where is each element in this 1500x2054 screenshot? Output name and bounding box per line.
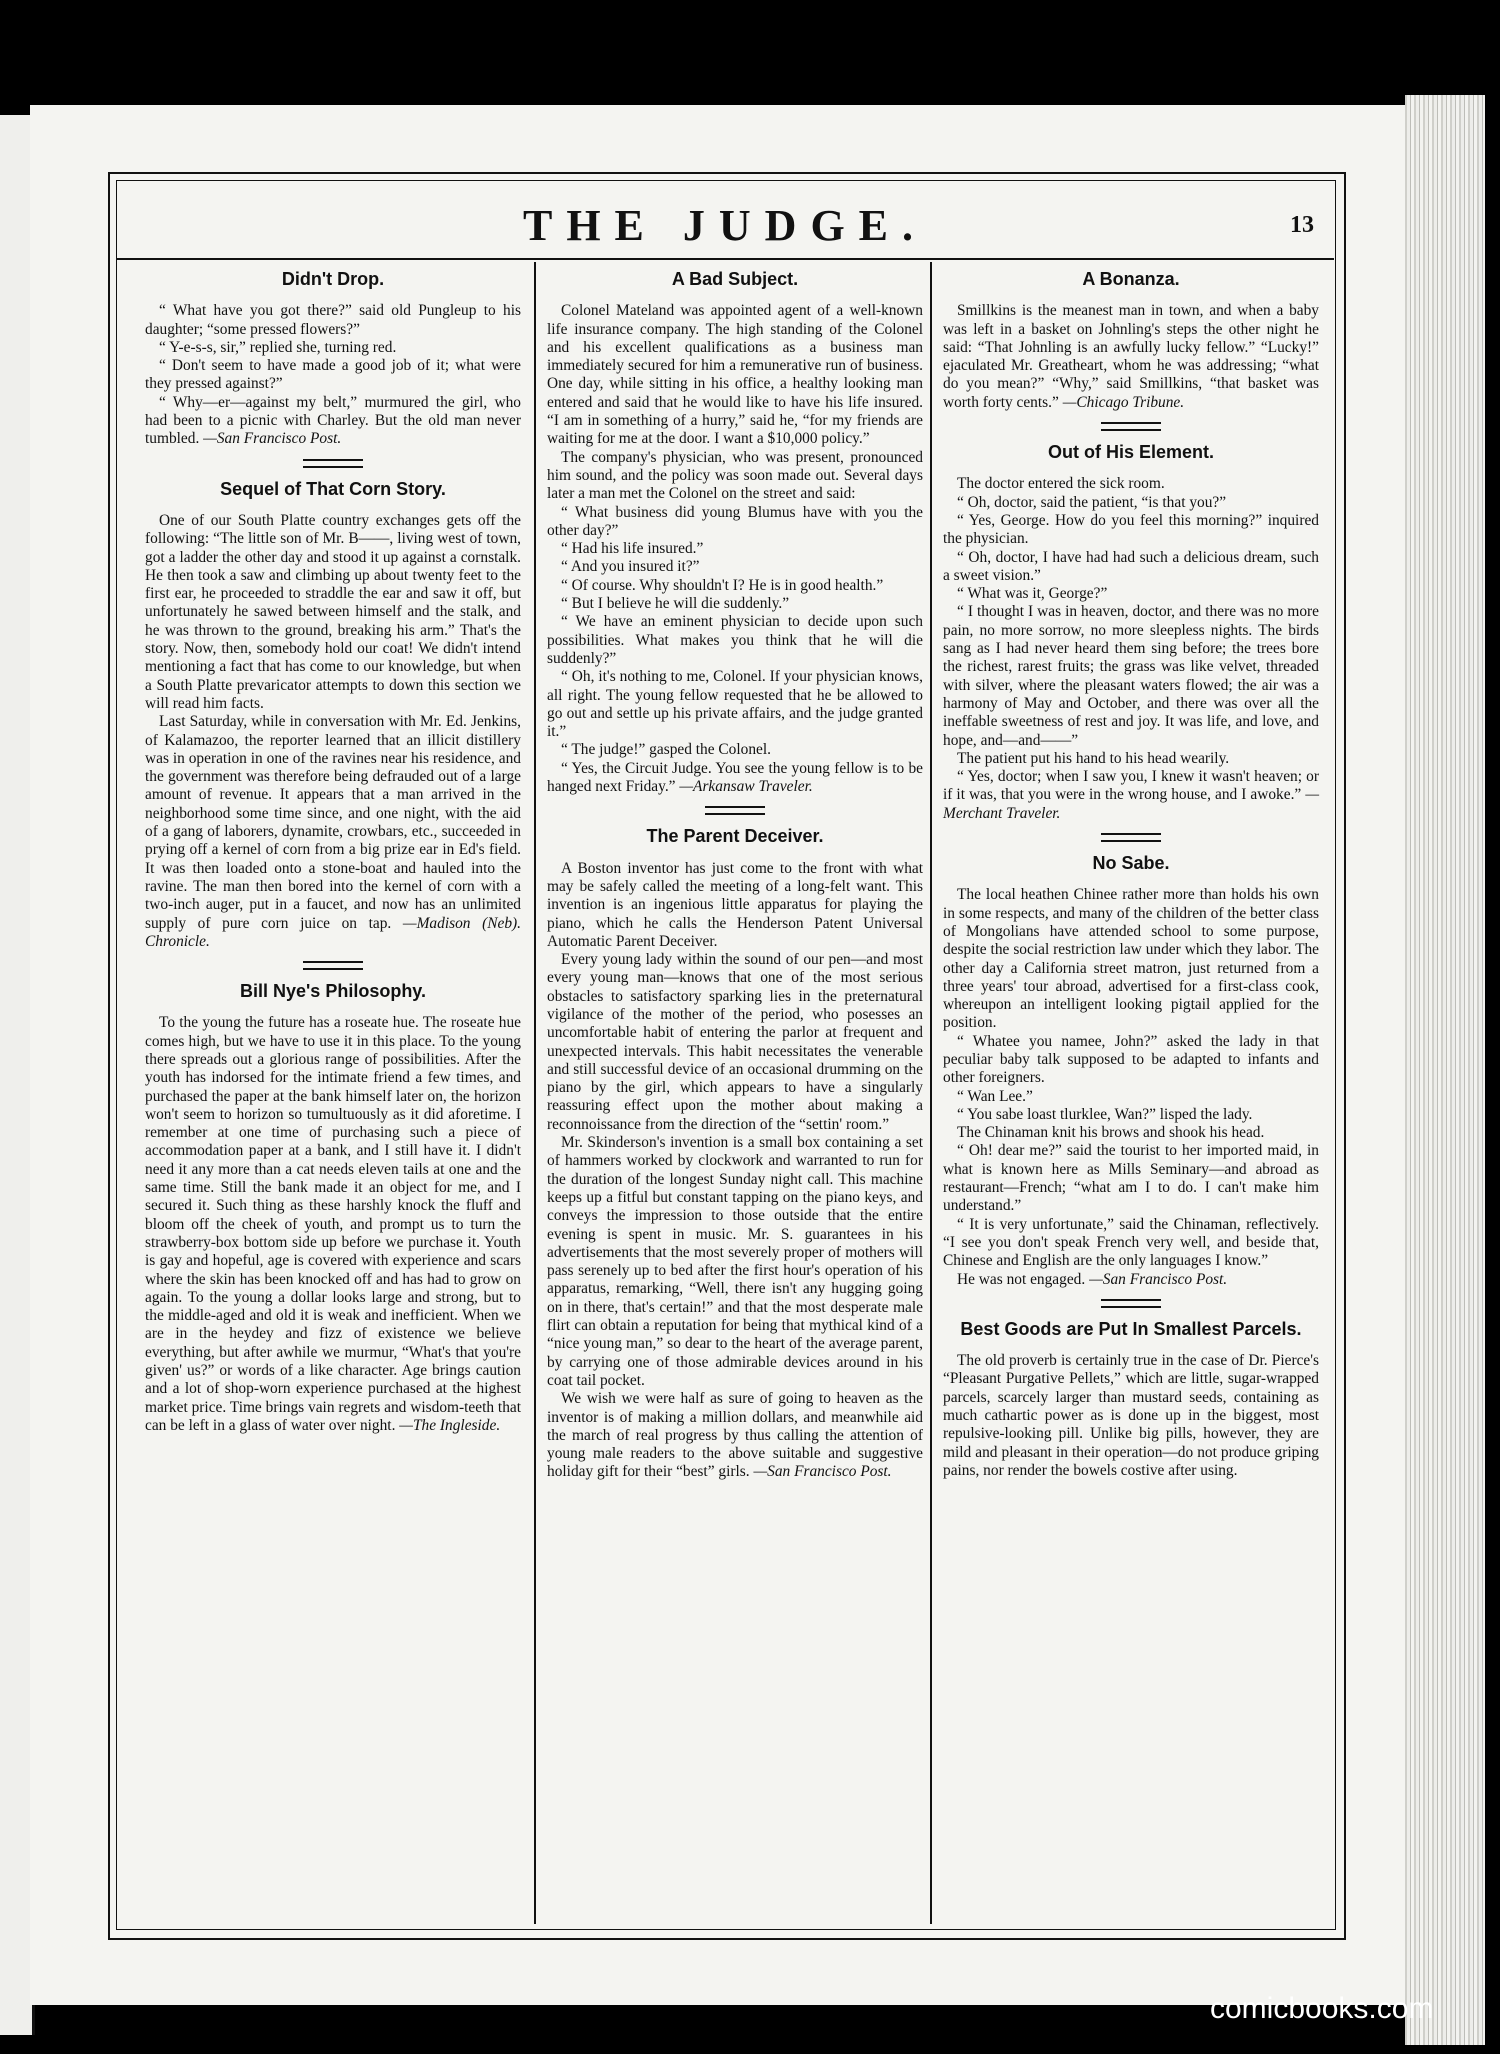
article-paragraph: “ But I believe he will die suddenly.”: [561, 595, 790, 613]
article-title: Out of His Element.: [1047, 442, 1215, 463]
article-paragraph: The local heathen Chinee rather more than holds his own in some respects, and many of the children of the better class of Mongolians have attended school to some purpose, despite the social restriction law under which they labor. The other day a California street matron, just returned from a three years' tour abroad, advertised for a first-class cook, whereupon an intelligent looking pigtail applied for the position.: [943, 886, 1319, 1032]
page-number: 13: [1290, 212, 1314, 238]
article-paragraph: He was not engaged. —San Francisco Post.: [957, 1270, 1228, 1288]
article-paragraph: “ What was it, George?”: [957, 585, 1108, 603]
article-separator: [303, 961, 363, 970]
article-source: —The Ingleside.: [399, 1416, 501, 1434]
article-source: —San Francisco Post.: [203, 430, 342, 448]
article-paragraph: “ Oh! dear me?” said the tourist to her imported maid, in what is known here as Mills Seminary—and abroad as restaurant—French; “what am I to do. I can't make him understand.”: [943, 1142, 1319, 1215]
article-separator: [1101, 833, 1161, 842]
book-binding: [1405, 95, 1485, 2045]
article-source: —Madison (Neb). Chronicle.: [145, 914, 521, 950]
article-separator: [303, 459, 363, 468]
article-separator: [1101, 1299, 1161, 1308]
article-paragraph: To the young the future has a roseate hue. The roseate hue comes high, but we have to use it in this place. To the young there spreads out a glorious range of possibilities. After the youth has indorsed for the intimate friend a few times, and purchased the paper at the bank himself later on, the horizon won't seem to horizon so tumultuously as it did aforetime. I remember at one time of purchasing such a piece of accommodation paper at a bank, and I still have it. I didn't need it any more than a cat needs eleven tails at one and the same time. Still the bank made it an object for me, and I secured it. Such thing as these harshly knock the fluff and bloom off the cheek of youth, and prompt us to turn the strawberry-box bottom side up before we purchase it. Youth is gay and hopeful, age is covered with experience and scars where the skin has been knocked off and has had to grow on again. To the young a dollar looks large and strong, but to the middle-aged and old it is weak and inefficient. When we are in the heydey and fizz of existence we believe everything, but after awhile we murmur, “What's that you're given' us?” or words of a like character. Age brings caution and a lot of shop-worn experience purchased at the highest market price. Time brings vain regrets and wisdom-teeth that can be left in a glass of water over night. —The Ingleside.: [145, 1014, 521, 1434]
article-paragraph: “ What business did young Blumus have with you the other day?”: [547, 503, 923, 539]
article-paragraph: We wish we were half as sure of going to heaven as the inventor is of making a million dollars, and meanwhile aid the march of real progress by thus calling the attention of young male readers to the above suitable and suggestive holiday gift for their “best” girls. —San Francisco Post.: [547, 1390, 923, 1481]
article-paragraph: “ Yes, the Circuit Judge. You see the young fellow is to be hanged next Friday.” —Arkansaw Traveler.: [547, 759, 923, 796]
article-paragraph: Colonel Mateland was appointed agent of a well-known life insurance company. The high standing of the Colonel and his excellent qualifications as a business man immediately secured for him a remunerative run of business. One day, while sitting in his office, a healthy looking man entered and said that he would like to have his life insured. “I am in something of a hurry,” said he, “for my friends are waiting for me at the door. I want a $10,000 policy.”: [547, 302, 923, 448]
article-separator: [1101, 422, 1161, 431]
article-paragraph: “ It is very unfortunate,” said the Chinaman, reflectively. “I see you don't speak French very well, and beside that, Chinese and English are the only languages I know.”: [943, 1215, 1319, 1270]
article-paragraph: “ The judge!” gasped the Colonel.: [561, 741, 771, 759]
article-paragraph: “ Don't seem to have made a good job of it; what were they pressed against?”: [145, 357, 521, 393]
article-title: Sequel of That Corn Story.: [220, 478, 446, 499]
article-paragraph: Every young lady within the sound of our pen—and most every young man—knows that one of the most serious obstacles to satisfactory sparking lies in the preternatural vigilance of the mother of the period, who posesses an uncomfortable habit of entering the parlor at frequent and unexpected intervals. This habit necessitates the venerable and still successful device of an occasional drumming on the piano by the girl, which appears to have a singularly reassuring effect upon the mother about making a reconnoissance from the direction of the “settin' room.”: [547, 951, 923, 1133]
column-2: [547, 270, 923, 1482]
article-paragraph: Last Saturday, while in conversation with Mr. Ed. Jenkins, of Kalamazoo, the reporter learned that an illicit distillery was in operation in one of the ravines near his residence, and the government was therefore being defrauded out of a large amount of revenue. It appears that a man arrived in the neighborhood some time since, and one night, with the aid of a gang of laborers, dynamite, crowbars, etc., succeeded in prying off a kernel of corn from a big prize ear in Ed's field. It was then loaded onto a stone-boat and hauled into the ravine. The man then bored into the kernel of corn with a two-inch auger, put in a faucet, and now has an unlimited supply of pure corn juice on tap. —Madison (Neb). Chronicle.: [145, 713, 521, 950]
article-paragraph: “ Whatee you namee, John?” asked the lady in that peculiar baby talk supposed to be adapted to infants and other foreigners.: [943, 1032, 1319, 1087]
article-paragraph: The company's physician, who was present, pronounced him sound, and the policy was soon made out. Several days later a man met the Colonel on the street and said:: [547, 448, 923, 503]
article-paragraph: “ Yes, doctor; when I saw you, I knew it wasn't heaven; or if it was, that you were in the wrong house, and I awoke.” —Merchant Traveler.: [943, 768, 1319, 822]
article-source: —Merchant Traveler.: [943, 786, 1319, 822]
article-paragraph: “ And you insured it?”: [561, 558, 700, 576]
article-paragraph: Mr. Skinderson's invention is a small box containing a set of hammers worked by clockwork and warranted to run for the duration of the longest Sunday night call. This machine keeps up a fitful but constant tapping on the piano keys, and conveys the impression to those outside that the entire evening is spent in music. Mr. S. guarantees in his advertisements that the most severely proper of mothers will pass serenely up to bed after the first hour's operation of his apparatus, remarking, “Well, there isn't any hugging going on in there, that's certain!” and that the most desperate male flirt can obtain a reputation for being that mythical kind of a “nice young man,” so dear to the heart of the average parent, by carrying one of those admirable devices around in his coat tail pocket.: [547, 1134, 923, 1389]
article-title: Didn't Drop.: [281, 269, 385, 289]
column-divider: [930, 262, 932, 1924]
article-paragraph: Smillkins is the meanest man in town, and when a baby was left in a basket on Johnling's steps the other night he said: “That Johnling is an awfully lucky fellow.” “Lucky!” ejaculated Mr. Greatheart, whom he was addressing; “what do you mean?” “Why,” said Smillkins, “that basket was worth forty cents.” —Chicago Tribune.: [943, 302, 1319, 411]
article-paragraph: “ What have you got there?” said old Pungleup to his daughter; “some pressed flowers?”: [145, 302, 521, 338]
article-paragraph: “ You sabe loast tlurklee, Wan?” lisped the lady.: [957, 1105, 1253, 1123]
article-source: —Arkansaw Traveler.: [679, 778, 813, 796]
article-paragraph: “ Why—er—against my belt,” murmured the girl, who had been to a picnic with Charley. But the old man never tumbled. —San Francisco Post.: [145, 393, 521, 448]
article-paragraph: One of our South Platte country exchanges gets off the following: “The little son of Mr. B——, living west of town, got a ladder the other day and stood it up against a cornstalk. He then took a saw and climbing up about twenty feet to the first ear, he proceeded to straddle the ear and saw it off, but unfortunately he sawed between himself and the stalk, and he was thrown to the ground, breaking his arm.” That's the story. Now, then, somebody hold our coat! We didn't intend mentioning a fact that has come to our knowledge, but when a South Platte prevaricator attempts to down this section we will read him facts.: [145, 511, 521, 712]
article-source: —San Francisco Post.: [1089, 1270, 1228, 1288]
masthead-title: THE JUDGE.: [522, 201, 928, 250]
article-title: Best Goods are Put In Smallest Parcels.: [960, 1318, 1302, 1339]
article-paragraph: “ Oh, doctor, I have had had such a delicious dream, such a sweet vision.”: [943, 548, 1319, 584]
article-paragraph: A Boston inventor has just come to the front with what may be safely called the meeting of a long-felt want. This invention is an ingenious little apparatus for playing the piano, which he calls the Henderson Patent Universal Automatic Parent Deceiver.: [547, 859, 923, 950]
article-paragraph: “ Yes, George. How do you feel this morning?” inquired the physician.: [943, 511, 1319, 548]
article-paragraph: “ Oh, doctor, said the patient, “is that you?”: [957, 493, 1227, 511]
column-divider: [534, 262, 536, 1924]
article-paragraph: “ We have an eminent physician to decide upon such possibilities. What makes you think that he will die suddenly?”: [547, 613, 923, 667]
article-source: —Chicago Tribune.: [1062, 393, 1185, 411]
article-title: Bill Nye's Philosophy.: [240, 981, 426, 1002]
article-paragraph: The patient put his hand to his head wearily.: [957, 749, 1230, 767]
masthead-rule: [116, 258, 1334, 260]
column-1: [145, 270, 521, 1435]
article-paragraph: “ I thought I was in heaven, doctor, and there was no more pain, no more sorrow, no more sleepless nights. The birds sang as I had never heard them sing before; the trees bore the richest, rarest fruits; the grass was like velvet, threaded with silver, where the pleasant waters flowed; the air was a harmony of May and October, and there was over all the ineffable sweetness of rest and joy. It was life, and love, and hope, and—and——”: [943, 603, 1319, 749]
article-paragraph: “ Oh, it's nothing to me, Colonel. If your physician knows, all right. The young fellow requested that he be allowed to go out and settle up his private affairs, and the judge granted it.”: [547, 668, 923, 741]
article-source: —San Francisco Post.: [753, 1463, 892, 1481]
article-title: The Parent Deceiver.: [646, 826, 824, 847]
article-paragraph: “ Wan Lee.”: [957, 1087, 1033, 1105]
article-paragraph: The Chinaman knit his brows and shook his head.: [957, 1124, 1265, 1142]
article-title: No Sabe.: [1092, 853, 1170, 874]
article-paragraph: The old proverb is certainly true in the case of Dr. Pierce's “Pleasant Purgative Pellets,” which are little, sugar-wrapped parcels, scarcely larger than mustard seeds, containing as much cathartic power as is done up in the biggest, most repulsive-looking pill. Unlike big pills, however, they are mild and pleasant in their operation—do not produce griping pains, nor render the bowels costive after using.: [943, 1352, 1319, 1479]
article-paragraph: “ Of course. Why shouldn't I? He is in good health.”: [561, 576, 884, 594]
site-watermark: comicbooks.com: [1210, 1992, 1434, 2025]
article-title: A Bonanza.: [1082, 269, 1180, 289]
article-paragraph: “ Had his life insured.”: [561, 540, 704, 558]
article-paragraph: The doctor entered the sick room.: [957, 475, 1165, 493]
article-paragraph: “ Y-e-s-s, sir,” replied she, turning red.: [159, 338, 397, 356]
article-separator: [705, 806, 765, 815]
article-title: A Bad Subject.: [671, 269, 799, 289]
column-3: [943, 270, 1319, 1480]
